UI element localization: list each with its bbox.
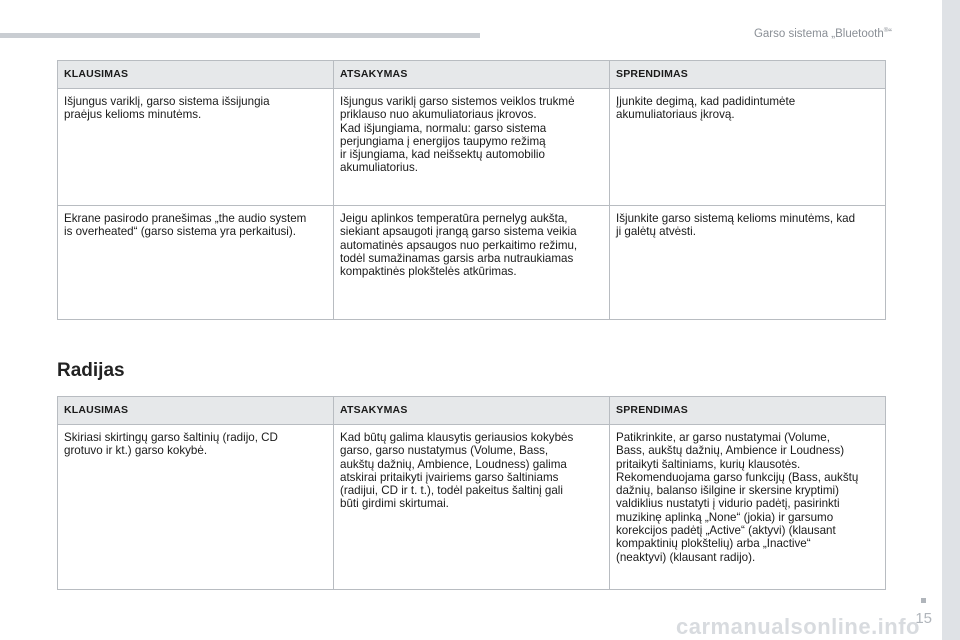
column-header-solution: SPRENDIMAS <box>610 397 886 425</box>
column-header-question: KLAUSIMAS <box>58 61 334 89</box>
page-edge-strip <box>942 0 960 640</box>
table-row <box>58 425 886 590</box>
header-title: Garso sistema „Bluetooth®“ <box>753 28 892 40</box>
table-row <box>58 89 886 206</box>
table-header-row <box>58 397 886 425</box>
question-cell: Išjungus variklį, garso sistema išsijungia praėjus kelioms minutėms. <box>58 89 334 206</box>
header-rule <box>0 33 480 38</box>
answer-cell: Išjungus variklį garso sistemos veiklos trukmė priklauso nuo akumuliatoriaus įkrovos. Kad išjungiama, normalu: garso sistema perjungiama į energijos taupymo režimą ir išjungiama, kad neišsektų automobilio akumuliatorius. <box>334 89 610 206</box>
page-number: 15 <box>915 610 932 627</box>
page-marker-dot <box>921 598 926 603</box>
answer-cell: Jeigu aplinkos temperatūra pernelyg aukšta, siekiant apsaugoti įrangą garso sistema veikia automatinės apsaugos nuo perkaitimo režimu, todėl sumažinamas garsis arba nutraukiamas kompaktinės plokštelės atkūrimas. <box>334 206 610 320</box>
watermark: carmanualsonline.info <box>676 614 920 639</box>
faq-table-general <box>57 60 886 320</box>
faq-table-radio <box>57 396 886 590</box>
solution-cell: Išjunkite garso sistemą kelioms minutėms, kad ji galėtų atvėsti. <box>610 206 886 320</box>
column-header-answer: ATSAKYMAS <box>334 61 610 89</box>
column-header-question: KLAUSIMAS <box>58 397 334 425</box>
section-title-radio: Radijas <box>57 360 125 381</box>
solution-cell: Patikrinkite, ar garso nustatymai (Volume, Bass, aukštų dažnių, Ambience ir Loudness) pritaikyti šaltiniams, kurių klausotės. Rekomenduojama garso funkcijų (Bass, aukštų dažnių, balanso išilgine ir skersine kryptimi) valdiklius nustatyti į vidurio padėtį, pasirinkti muzikinę aplinką „None“ (jokia) ir garsumo korekcijos padėtį „Active“ (aktyvi) (klausant kompaktinių plokštelių) arba „Inactive“ (neaktyvi) (klausant radijo). <box>610 425 886 590</box>
table-row <box>58 206 886 320</box>
solution-cell: Įjunkite degimą, kad padidintumėte akumuliatoriaus įkrovą. <box>610 89 886 206</box>
column-header-solution: SPRENDIMAS <box>610 61 886 89</box>
column-header-answer: ATSAKYMAS <box>334 397 610 425</box>
table-header-row <box>58 61 886 89</box>
answer-cell: Kad būtų galima klausytis geriausios kokybės garso, garso nustatymus (Volume, Bass, aukštų dažnių, Ambience, Loudness) galima atskirai pritaikyti įvairiems garso šaltiniams (radijui, CD ir t. t.), todėl pakeitus šaltinį gali būti girdimi skirtumai. <box>334 425 610 590</box>
question-cell: Skiriasi skirtingų garso šaltinių (radijo, CD grotuvo ir kt.) garso kokybė. <box>58 425 334 590</box>
question-cell: Ekrane pasirodo pranešimas „the audio system is overheated“ (garso sistema yra perkaitusi). <box>58 206 334 320</box>
